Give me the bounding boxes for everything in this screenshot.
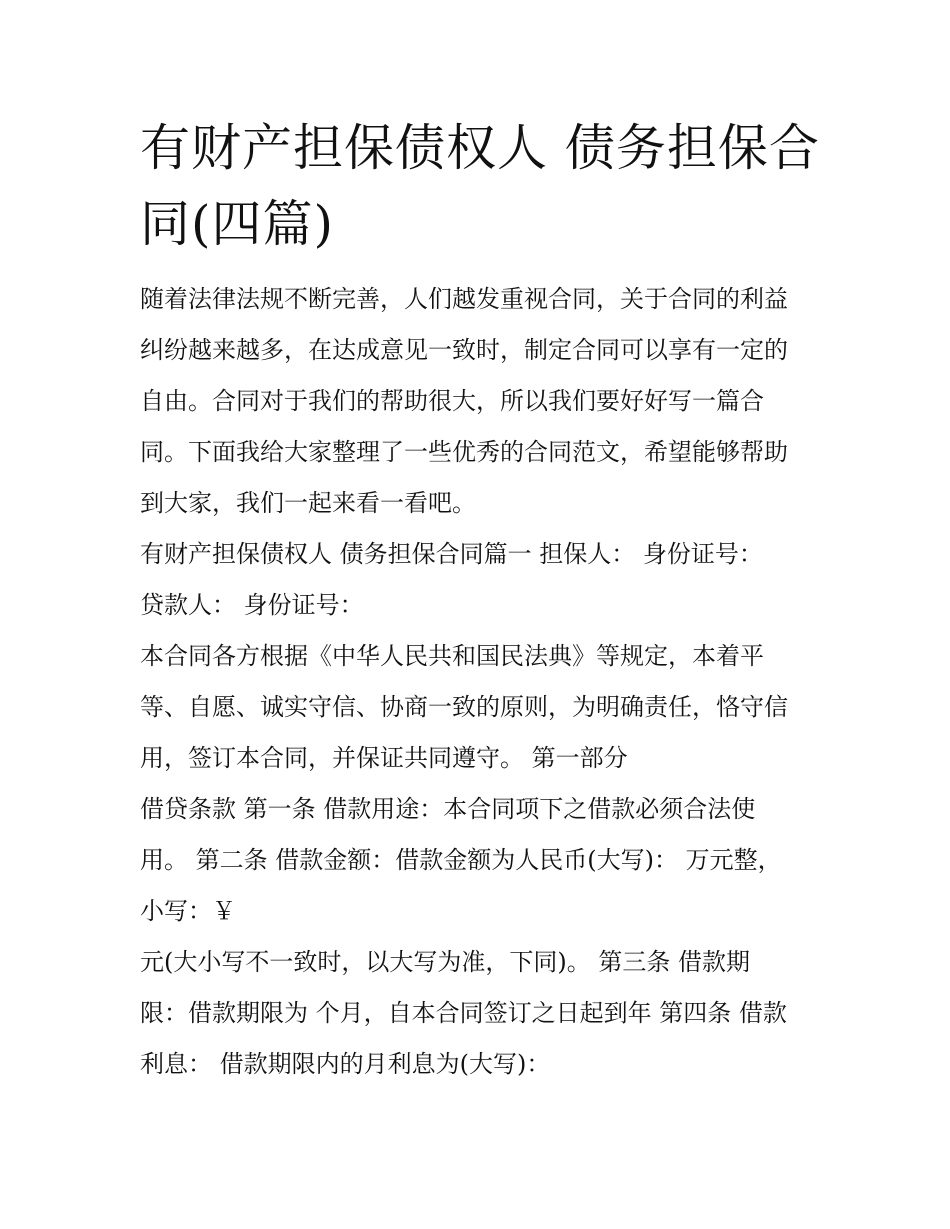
text-line: 用，签订本合同，并保证共同遵守。 第一部分 (140, 744, 628, 772)
intro-paragraph (140, 274, 820, 529)
text-line: 自由。合同对于我们的帮助很大，所以我们要好好写一篇合 (140, 387, 764, 415)
text-line: 用。 第二条 借款金额：借款金额为人民币(大写)： 万元整， (140, 846, 782, 874)
text-line: 利息： 借款期限内的月利息为(大写)： (140, 1050, 551, 1078)
text-line: 随着法律法规不断完善，人们越发重视合同，关于合同的利益 (140, 285, 788, 313)
text-line: 借贷条款 第一条 借款用途：本合同项下之借款必须合法使 (140, 795, 756, 823)
text-line: 纠纷越来越多，在达成意见一致时，制定合同可以享有一定的 (140, 336, 788, 364)
text-line: 同。下面我给大家整理了一些优秀的合同范文，希望能够帮助 (140, 438, 788, 466)
text-line: 元(大小写不一致时，以大写为准，下同)。 第三条 借款期 (140, 948, 750, 976)
text-line: 本合同各方根据《中华人民共和国民法典》等规定，本着平 (140, 642, 764, 670)
loan-terms-paragraph (140, 784, 820, 937)
loan-period-paragraph (140, 937, 820, 1090)
document-title (140, 110, 820, 262)
text-line: 贷款人： 身份证号： (140, 591, 364, 619)
text-line: 到大家，我们一起来看一看吧。 (140, 489, 476, 517)
title-line: 同(四篇) (140, 195, 335, 253)
text-line: 有财产担保债权人 债务担保合同篇一 担保人： 身份证号： (140, 540, 763, 568)
text-line: 等、自愿、诚实守信、协商一致的原则，为明确责任，恪守信 (140, 693, 788, 721)
title-line: 有财产担保债权人 债务担保合 (140, 119, 820, 177)
document-page (140, 110, 820, 1090)
preamble-paragraph (140, 631, 820, 784)
text-line: 限：借款期限为 个月，自本合同签订之日起到年 第四条 借款 (140, 999, 787, 1027)
parties-paragraph (140, 529, 820, 631)
text-line: 小写：￥ (140, 897, 236, 925)
